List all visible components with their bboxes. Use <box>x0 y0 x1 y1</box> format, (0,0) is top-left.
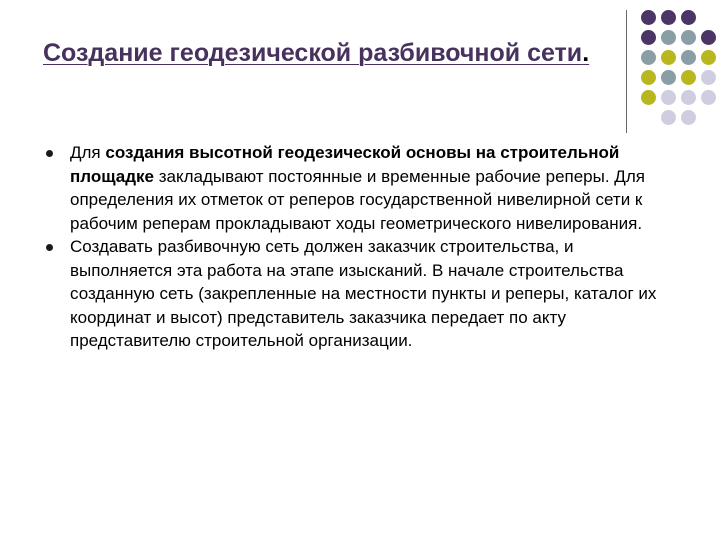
ornament-dot <box>641 70 656 85</box>
ornament-dot <box>661 90 676 105</box>
bullet-dot-icon <box>46 150 53 157</box>
ornament-dot <box>661 30 676 45</box>
ornament-dot <box>641 90 656 105</box>
ornament-dot <box>701 50 716 65</box>
divider-line <box>626 10 627 133</box>
ornament-dot <box>641 10 656 25</box>
bullet-item-1 <box>46 141 676 235</box>
ornament-dot <box>701 30 716 45</box>
ornament-dot <box>681 90 696 105</box>
bullet-2-text: Создавать разбивочную сеть должен заказчик строительства, и выполняется эта работа на этапе изысканий. В начале строительства созданную сеть (закрепленные на местности пункты и реперы, каталог их координат и высот) представитель заказчика передает по акту представителю строительной организации. <box>70 237 657 350</box>
ornament-dot <box>681 70 696 85</box>
bullet-list <box>46 141 676 353</box>
ornament-dot <box>681 110 696 125</box>
ornament-dot <box>661 10 676 25</box>
ornament-dot <box>681 10 696 25</box>
ornament-dot <box>641 30 656 45</box>
bullet-1-bold: создания высотной геодезической основы на строительной площадке <box>70 143 620 186</box>
bullet-dot-icon <box>46 244 53 251</box>
slide-title <box>43 36 613 70</box>
ornament-dot <box>661 110 676 125</box>
bullet-1-rest: закладывают постоянные и временные рабочие реперы. Для определения их отметок от реперов государственной нивелирной сети к рабочим реперам прокладывают ходы геометрического нивелирования. <box>70 166 645 233</box>
ornament-dot <box>681 50 696 65</box>
ornament-dot <box>681 30 696 45</box>
slide-title-period: . <box>582 39 590 67</box>
bullet-1-lead: Для <box>70 143 106 162</box>
slide-title-text: Создание геодезической разбивочной сети <box>43 39 583 67</box>
ornament-dot <box>661 70 676 85</box>
ornament-dot <box>661 50 676 65</box>
bullet-item-2 <box>46 235 676 353</box>
ornament-dot <box>641 50 656 65</box>
ornament-dot <box>701 90 716 105</box>
ornament-dot <box>701 70 716 85</box>
